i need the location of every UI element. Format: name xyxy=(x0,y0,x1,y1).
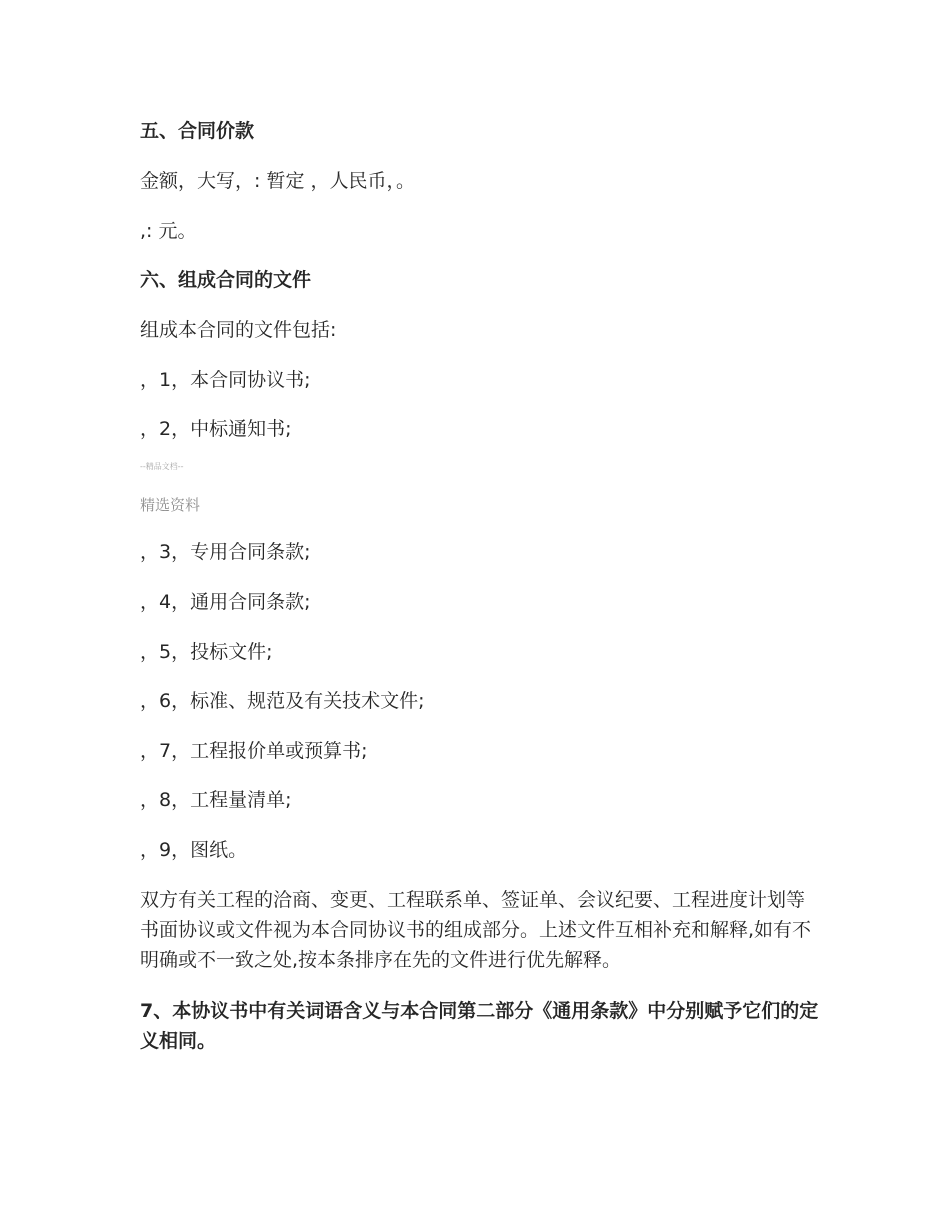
section-6-paragraph: 双方有关工程的洽商、变更、工程联系单、签证单、会议纪要、工程进度计划等书面协议或文件视为本合同协议书的组成部分。上述文件互相补充和解释,如有不明确或不一致之处,按本条排序在先的文件进行优先解释。 xyxy=(140,889,812,971)
section-7-heading: 7、本协议书中有关词语含义与本合同第二部分《通用条款》中分别赋予它们的定义相同。 xyxy=(140,1000,819,1052)
section-6-intro: 组成本合同的文件包括: xyxy=(140,319,337,341)
list-item: ，3，专用合同条款; xyxy=(140,541,311,563)
list-item: ，5，投标文件; xyxy=(140,641,273,663)
amount-lower-line: ,: 元。 xyxy=(140,220,197,242)
section-6-heading: 六、组成合同的文件 xyxy=(140,269,312,291)
list-item: ，8，工程量清单; xyxy=(140,789,292,811)
list-item: ，2，中标通知书; xyxy=(140,418,292,440)
page-header-note: 精选资料 xyxy=(140,496,201,514)
list-item: ，9，图纸。 xyxy=(140,839,248,861)
amount-upper-line: 金额，大写，: 暂定 ，人民币，。 xyxy=(140,170,415,192)
list-item: ，7，工程报价单或预算书; xyxy=(140,740,368,762)
list-item: ，1，本合同协议书; xyxy=(140,369,311,391)
list-item: ，6，标准、规范及有关技术文件; xyxy=(140,690,425,712)
list-item: ，4，通用合同条款; xyxy=(140,591,311,613)
section-5-heading: 五、合同价款 xyxy=(140,120,255,142)
page-footer-watermark: --精品文档-- xyxy=(140,462,184,471)
